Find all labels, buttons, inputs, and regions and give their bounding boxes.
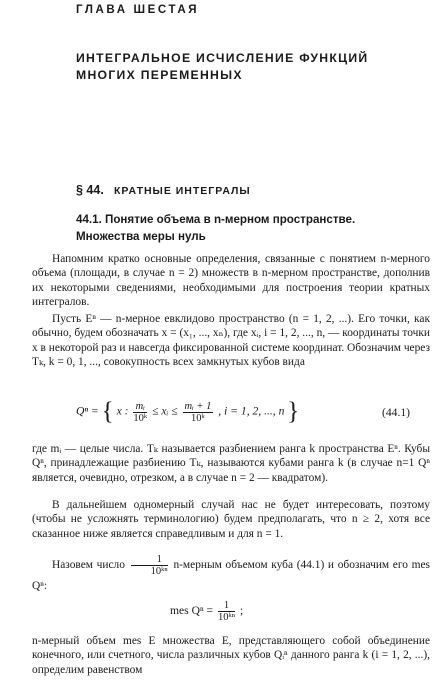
- formula-tail: , i = 1, 2, ..., n: [218, 404, 285, 418]
- formula-lhs: Qⁿ =: [76, 404, 99, 418]
- formula-mes-numerator: 1: [218, 600, 235, 612]
- chapter-title-line-2: МНОГИХ ПЕРЕМЕННЫХ: [76, 68, 243, 82]
- formula-44-1: [76, 398, 299, 426]
- paragraph-5-fraction-denominator: 10ᵏⁿ: [150, 566, 168, 577]
- upper-bound-fraction: [183, 401, 214, 424]
- subsection-title-line-1: 44.1. Понятие объема в n-мерном пространстве.: [76, 213, 356, 226]
- paragraph-5: [32, 554, 430, 595]
- paragraph-3: где mᵢ — целые числа. Tₖ называется разбиением ранга k пространства Eⁿ. Кубы Qⁿ, принадлежащие разбиению Tₖ, называются кубами ранга k (в случае n=1 Qⁿ является, очевидно, отрезком, а в случае n = 2 — квадратом).: [32, 443, 430, 484]
- chapter-title-line-1: ИНТЕГРАЛЬНОЕ ИСЧИСЛЕНИЕ ФУНКЦИЙ: [76, 51, 369, 65]
- paragraph-5-fraction: [131, 554, 168, 577]
- section-heading: [76, 183, 251, 197]
- paragraph-2: Пусть Eⁿ — n-мерное евклидово пространство (n = 1, 2, ...). Его точки, как обычно, будем обозначать x = (x₁, ..., xₙ), где xᵢ, i = 1, 2, ..., n, — координаты точки x в некоторой раз и навсегда фиксированной системе координат. Обозначим через Tₖ, k = 0, 1, ..., совокупность всех замкнутых кубов вида: [32, 313, 430, 369]
- formula-mes-fraction: [218, 600, 235, 623]
- subsection-title-line-2: Множества меры нуль: [76, 230, 206, 243]
- section-title: КРАТНЫЕ ИНТЕГРАЛЫ: [114, 185, 251, 197]
- chapter-title: [76, 50, 368, 84]
- subsection-heading: [76, 211, 355, 245]
- paragraph-6: n-мерный объем mes E множества E, представляющего собой объединение конечного, или счетного, числа различных кубов Qᵢⁿ данного ранга k (i = 1, 2, ...), определим равенством: [32, 635, 430, 676]
- paragraph-1: Напомним кратко основные определения, связанные с понятием n-мерного объема (площади, в случае n = 2) множеств в n-мерном пространстве, дополнив их некоторыми сведениями, необходимыми для построения теории кратных интегралов.: [32, 253, 430, 309]
- left-brace: {: [101, 398, 114, 425]
- formula-mid: ≤ xᵢ ≤: [152, 404, 178, 418]
- formula-mes-lhs: mes Qⁿ =: [170, 604, 214, 618]
- paragraph-5-end: n-мерным объемом куба (44.1) и обозначим его mes Qⁿ:: [32, 559, 430, 592]
- section-number: § 44.: [76, 183, 104, 197]
- formula-mes: [170, 600, 243, 623]
- chapter-label: ГЛАВА ШЕСТАЯ: [76, 4, 200, 16]
- paragraph-4: В дальнейшем одномерный случай нас не будет интересовать, поэтому (чтобы не усложнять терминологию) будем предполагать, что n ≥ 2, хотя все сказанное ниже является справедливым и для n = 1.: [32, 499, 430, 540]
- paragraph-5-start: Назовем число: [52, 559, 125, 572]
- upper-bound-numerator: mᵢ + 1: [184, 400, 212, 412]
- upper-bound-denominator: 10ᵏ: [191, 412, 205, 424]
- formula-mes-denominator: 10ᵏⁿ: [217, 612, 236, 623]
- lower-bound-numerator: mᵢ: [133, 401, 147, 413]
- formula-set-open: x :: [116, 404, 129, 418]
- equation-number: (44.1): [382, 406, 411, 419]
- formula-mes-tail: ;: [239, 604, 244, 618]
- right-brace: }: [287, 398, 300, 425]
- lower-bound-denominator: 10ᵏ: [133, 412, 148, 424]
- lower-bound-fraction: [133, 401, 147, 424]
- paragraph-5-fraction-numerator: 1: [131, 554, 168, 566]
